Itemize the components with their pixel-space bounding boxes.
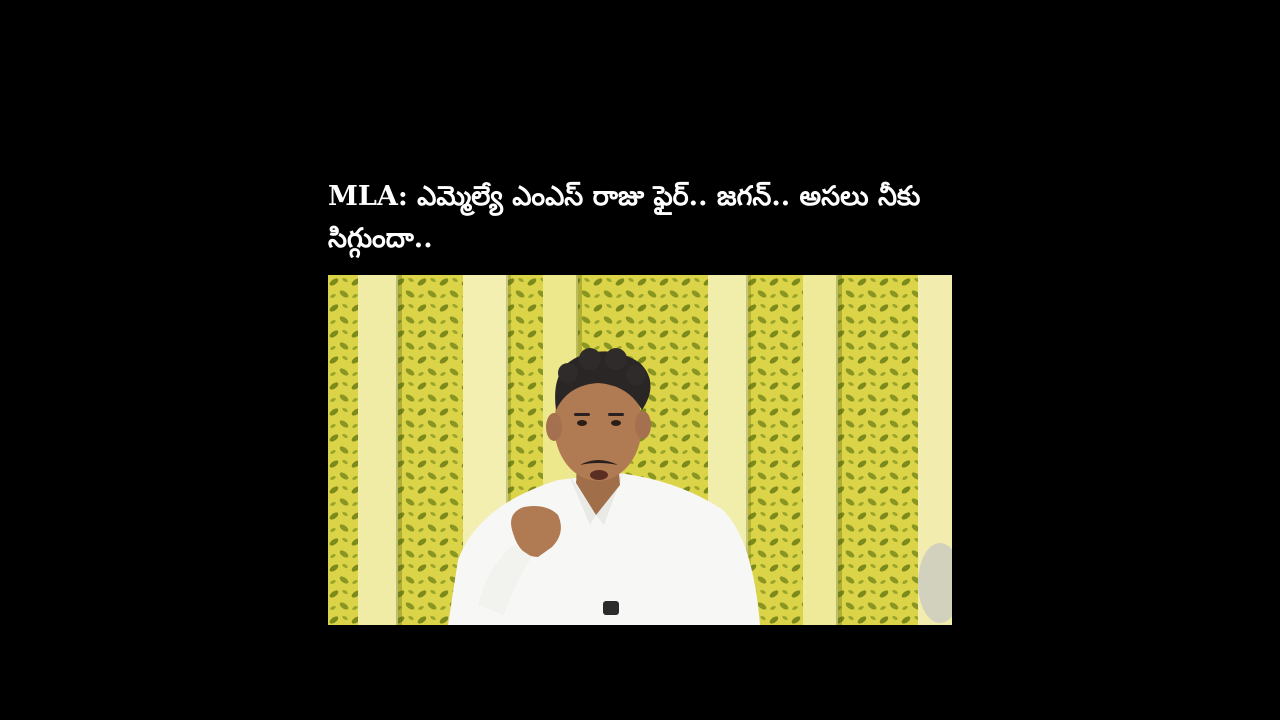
article-photo[interactable] [328,275,952,625]
photo-illustration [328,275,952,625]
article-headline[interactable]: MLA: ఎమ్మెల్యే ఎంఎస్ రాజు ఫైర్.. జగన్.. అసలు నీకు సిగ్గుందా.. [328,181,921,254]
